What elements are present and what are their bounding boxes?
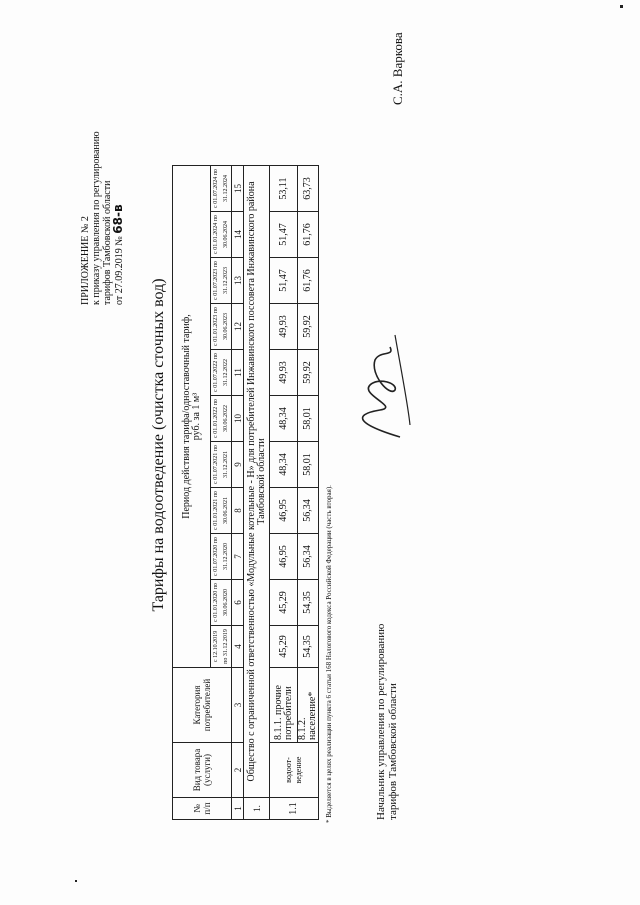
period-cell: с 01.01.2023 по 30.06.2023: [211, 304, 232, 350]
col-number: 13: [232, 258, 244, 304]
appendix-header: [80, 5, 125, 305]
appendix-order-number: 68-в: [111, 204, 125, 234]
appendix-date: от 27.09.2019 №: [114, 236, 125, 305]
col-number: 7: [232, 534, 244, 580]
footnote: * Выделяется в целях реализации пункта 6 статьи 168 Налогового кодекса Российской Федерации (часть вторая).: [325, 485, 333, 823]
col-number: 11: [232, 350, 244, 396]
value-cell: 54,35: [298, 580, 319, 626]
value-cell: 49,93: [270, 350, 298, 396]
header-period-unit: руб. за 1 м³: [190, 392, 202, 441]
value-cell: 51,47: [270, 258, 298, 304]
col-number: 8: [232, 488, 244, 534]
appendix-line3: тарифов Тамбовской области: [102, 180, 113, 305]
period-cell: с 01.07.2020 по 31.12.2020: [211, 534, 232, 580]
scan-speck: [620, 5, 623, 8]
header-period-title: Период действия тарифа/одноставочный тариф,: [180, 314, 192, 519]
period-cell: с 01.01.2022 по 30.06.2022: [211, 396, 232, 442]
handwritten-signature: [340, 325, 420, 445]
section-title: Общество с ограниченной ответственностью «Модульные котельные - Н» для потребителей Инжавинского поссовета Инжавинского района Тамбовской области: [244, 166, 270, 798]
value-cell: 58,01: [298, 396, 319, 442]
col-number: 2: [232, 743, 244, 798]
col-number: 4: [232, 626, 244, 668]
col-number: 6: [232, 580, 244, 626]
category-cell: 8.1.1. прочие потребители: [270, 668, 298, 743]
signer-name: С.А. Варкова: [390, 32, 405, 105]
col-number: 12: [232, 304, 244, 350]
col-number: 9: [232, 442, 244, 488]
period-cell: с 01.07.2021 по 31.12.2021: [211, 442, 232, 488]
scan-speck: [75, 880, 77, 882]
period-cell: с 01.07.2023 по 31.12.2023: [211, 258, 232, 304]
period-cell: с 12.10.2019 по 31.12.2019: [211, 626, 232, 668]
col-number: 15: [232, 166, 244, 212]
col-number: 1: [232, 798, 244, 820]
header-period: [173, 166, 211, 668]
document-title: Тарифы на водоотведение (очистка сточных вод): [150, 278, 167, 612]
value-cell: 53,11: [270, 166, 298, 212]
header-product: Вид товара (услуги): [173, 743, 232, 798]
signer-title-line2: тарифов Тамбовской области: [387, 683, 399, 820]
value-cell: 46,95: [270, 488, 298, 534]
value-cell: 54,35: [298, 626, 319, 668]
period-cell: с 01.01.2021 по 30.06.2021: [211, 488, 232, 534]
value-cell: 51,47: [270, 212, 298, 258]
value-cell: 46,95: [270, 534, 298, 580]
value-cell: 45,29: [270, 626, 298, 668]
signer-title: [375, 560, 399, 820]
header-category: Категория потребителей: [173, 668, 232, 743]
col-number: 14: [232, 212, 244, 258]
value-cell: 59,92: [298, 350, 319, 396]
col-number: 3: [232, 668, 244, 743]
period-cell: с 01.01.2020 по 30.06.2020: [211, 580, 232, 626]
col-number: 10: [232, 396, 244, 442]
signature-block: [370, 0, 430, 905]
value-cell: 45,29: [270, 580, 298, 626]
value-cell: 48,34: [270, 442, 298, 488]
value-cell: 56,34: [298, 534, 319, 580]
period-cell: с 01.01.2024 по 30.06.2024: [211, 212, 232, 258]
value-cell: 56,34: [298, 488, 319, 534]
category-cell: 8.1.2. население*: [298, 668, 319, 743]
row-num: 1.1: [270, 798, 319, 820]
product-name: водоот- ведение: [270, 743, 319, 798]
appendix-line4: [113, 5, 125, 305]
section-num: 1.: [244, 798, 270, 820]
value-cell: 63,73: [298, 166, 319, 212]
value-cell: 59,92: [298, 304, 319, 350]
value-cell: 58,01: [298, 442, 319, 488]
value-cell: 48,34: [270, 396, 298, 442]
appendix-line1: ПРИЛОЖЕНИЕ № 2: [80, 216, 91, 305]
value-cell: 61,76: [298, 258, 319, 304]
header-num: № п/п: [173, 798, 232, 820]
period-cell: с 01.07.2024 по 31.12.2024: [211, 166, 232, 212]
signer-title-line1: Начальник управления по регулированию: [375, 623, 387, 820]
appendix-line2: к приказу управления по регулированию: [91, 131, 102, 305]
value-cell: 61,76: [298, 212, 319, 258]
period-cell: с 01.07.2022 по 31.12.2022: [211, 350, 232, 396]
tariff-table: [172, 165, 319, 820]
value-cell: 49,93: [270, 304, 298, 350]
